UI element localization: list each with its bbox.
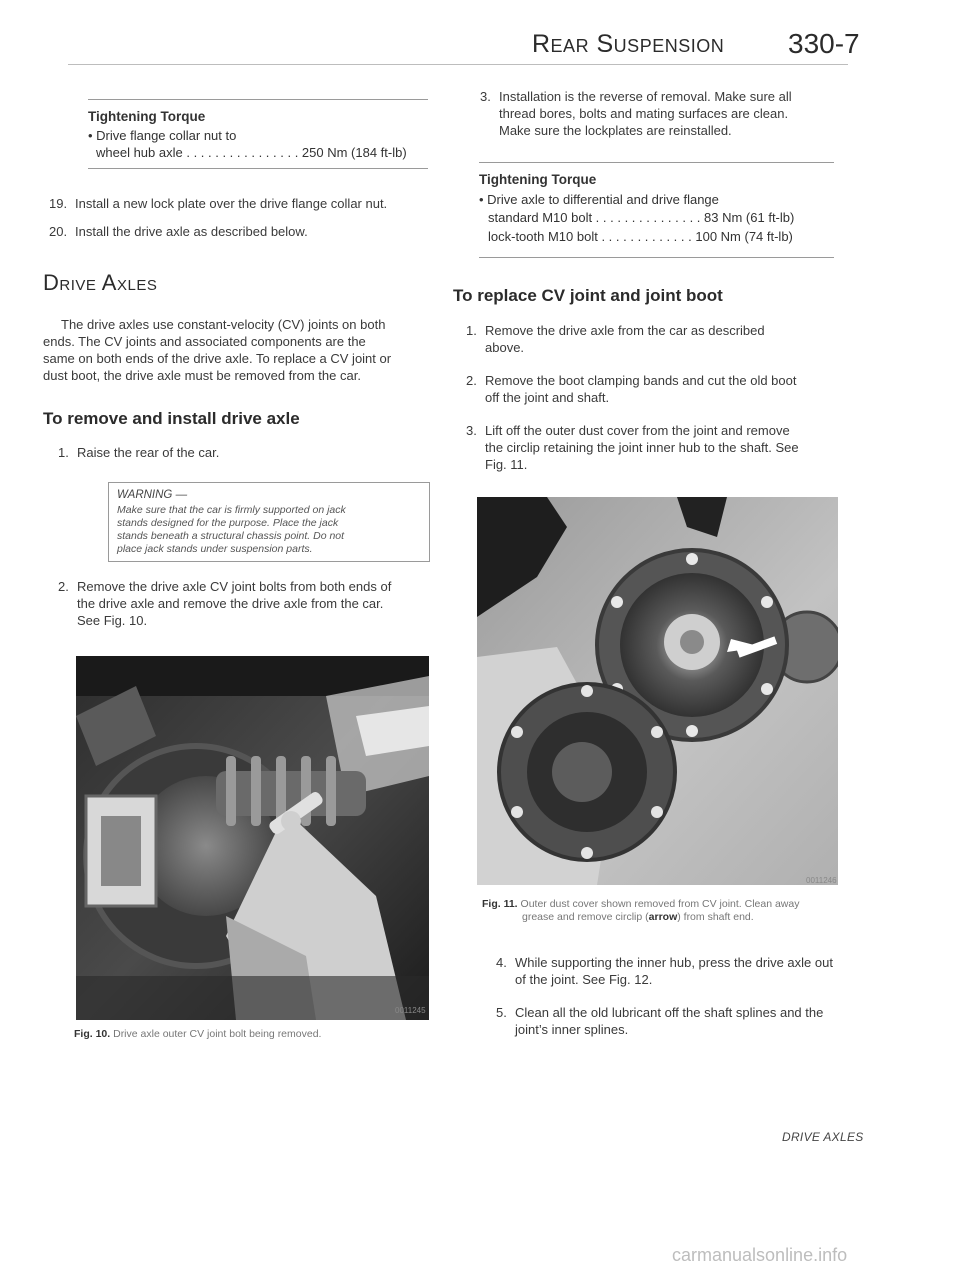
step-text: Install the drive axle as described below. (75, 224, 308, 239)
spec-rule-bottom (479, 257, 834, 258)
text-line: Installation is the reverse of removal. Make sure all (499, 89, 792, 104)
fig11-caption-line (482, 911, 852, 924)
step-item (496, 954, 856, 988)
fig11-caption-line (482, 898, 852, 911)
fig10-code: 0011245 (395, 1006, 426, 1015)
step-text (485, 372, 797, 406)
spec-line: • Drive flange collar nut to (88, 128, 237, 143)
fig10-photo (76, 656, 429, 1020)
spec-rule-bottom (88, 168, 428, 169)
step-item (49, 223, 449, 240)
step-text: Raise the rear of the car. (77, 445, 220, 460)
text-line: the circlip retaining the joint inner hub to the shaft. See (485, 440, 799, 455)
fig10-caption-text: Drive axle outer CV joint bolt being removed. (110, 1028, 322, 1040)
warning-text (117, 504, 421, 556)
text-line: Remove the boot clamping bands and cut the old boot (485, 373, 797, 388)
text-line: The drive axles use constant-velocity (CV) joints on both (61, 317, 386, 332)
step-text: Install a new lock plate over the drive flange collar nut. (75, 196, 388, 211)
intro-paragraph (43, 316, 443, 384)
step-item (58, 578, 448, 629)
watermark: carmanualsonline.info (672, 1245, 848, 1265)
step-item (58, 444, 438, 461)
page-footer: DRIVE AXLES (782, 1130, 864, 1144)
text-line: Lift off the outer dust cover from the joint and remove (485, 423, 790, 438)
subsection-heading: To remove and install drive axle (43, 409, 300, 428)
text-line: Fig. 11. (485, 457, 528, 472)
step-item (496, 1004, 856, 1038)
step-number: 20. (49, 224, 68, 239)
step-item (480, 88, 850, 139)
fig11-photo (477, 497, 838, 885)
step-item (466, 322, 851, 356)
step-number: 2. (58, 579, 69, 594)
text-line: joint’s inner splines. (515, 1022, 629, 1037)
text-line: of the joint. See Fig. 12. (515, 972, 653, 987)
step-item (49, 195, 449, 212)
text-line: Remove the drive axle from the car as described (485, 323, 765, 338)
step-number: 1. (466, 323, 477, 338)
fig11-code: 0011246 (806, 876, 837, 885)
text-line: Make sure the lockplates are reinstalled. (499, 123, 732, 138)
step-text (515, 1004, 823, 1038)
text-line: ends. The CV joints and associated components are the (43, 334, 366, 349)
step-item (466, 422, 851, 473)
step-text (77, 578, 391, 629)
fig11-caption-text: Outer dust cover shown removed from CV joint. Clean away (517, 898, 800, 910)
text-line: off the joint and shaft. (485, 390, 610, 405)
step-number: 5. (496, 1005, 507, 1020)
step-number: 19. (49, 196, 68, 211)
text-line: Remove the drive axle CV joint bolts from both ends of (77, 579, 392, 594)
warning-title: WARNING — (117, 489, 188, 501)
spec-line: • Drive axle to differential and drive flange (479, 192, 719, 207)
spec-line: lock-tooth M10 bolt . . . . . . . . . . . . . 100 Nm (74 ft-lb) (488, 229, 793, 244)
text-line: While supporting the inner hub, press the drive axle out (515, 955, 833, 970)
text-line: Make sure that the car is firmly supported on jack (117, 504, 346, 516)
text-line: Clean all the old lubricant off the shaft splines and the (515, 1005, 824, 1020)
fig11-label: Fig. 11. (482, 898, 518, 910)
page-number: 330-7 (788, 28, 860, 59)
text-line: thread bores, bolts and mating surfaces are clean. (499, 106, 789, 121)
warning-box (108, 482, 430, 562)
step-number: 1. (58, 445, 69, 460)
subsection-heading: To replace CV joint and joint boot (453, 286, 723, 305)
spec-line: standard M10 bolt . . . . . . . . . . . . . . . 83 Nm (61 ft-lb) (488, 210, 795, 225)
fig10-label: Fig. 10. (74, 1028, 111, 1040)
spec-title: Tightening Torque (88, 109, 206, 124)
spec-rule-top (479, 162, 834, 163)
spec-title: Tightening Torque (479, 172, 597, 187)
fig11-caption (482, 898, 852, 924)
fig11-caption-bold: arrow (648, 911, 678, 923)
step-number: 2. (466, 373, 477, 388)
fig10-caption (74, 1028, 321, 1041)
header-rule (68, 64, 848, 65)
text-line: place jack stands under suspension parts. (117, 543, 313, 555)
step-text (515, 954, 833, 988)
step-text (499, 88, 792, 139)
step-text (485, 422, 799, 473)
text-line: stands designed for the purpose. Place the jack (117, 517, 339, 529)
step-number: 3. (466, 423, 477, 438)
section-heading: Drive Axles (43, 270, 158, 295)
step-number: 3. (480, 89, 491, 104)
text-line: above. (485, 340, 525, 355)
step-text (485, 322, 765, 356)
text-line: dust boot, the drive axle must be removed from the car. (43, 368, 361, 383)
text-line: stands beneath a structural chassis point. Do not (117, 530, 345, 542)
fig11-caption-text: ) from shaft end. (677, 911, 754, 923)
text-line: the drive axle and remove the drive axle from the car. (77, 596, 384, 611)
fig11-caption-text: grease and remove circlip ( (522, 911, 649, 923)
step-item (466, 372, 851, 406)
step-number: 4. (496, 955, 507, 970)
page-header-title: Rear Suspension (532, 30, 725, 58)
spec-rule-top (88, 99, 428, 100)
text-line: See Fig. 10. (77, 613, 148, 628)
spec-line: wheel hub axle . . . . . . . . . . . . . . . . 250 Nm (184 ft-lb) (96, 145, 407, 160)
text-line: same on both ends of the drive axle. To replace a CV joint or (43, 351, 392, 366)
